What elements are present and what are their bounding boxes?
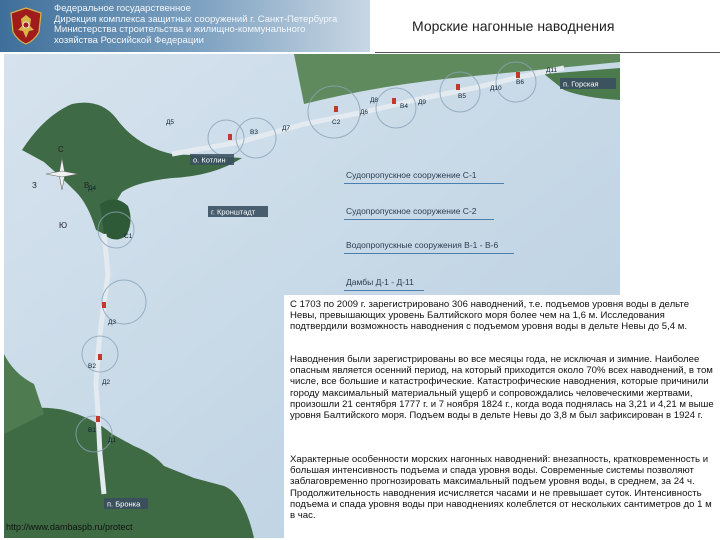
org-line: Дирекция комплекса защитных сооружений г. Санкт-Петербурга — [54, 14, 338, 25]
paragraph-text: С 1703 по 2009 г. зарегистрировано 306 наводнений, т.е. подъемов уровня воды в дельте Невы, превышающих уровень Балтийского моря более чем на 1,6 м. Исследования подтвердили возможность наводнения с подъемом уровня воды в дельте Невы до 5,4 м. — [290, 299, 690, 333]
label-d10: Д10 — [490, 85, 502, 92]
paragraph-text: Наводнения были зарегистрированы во все месяцы года, не исключая и зимние. Наиболее опасным является осенний период, на который приходится около 70% всех наводнений, в том числе, все большие и катастрофические. Катастрофические наводнения, которые причинили городу максимальный материальный ущерб и сопровождались человеческими жертвами, произошли 21 сентября 1777 г. и 7 ноября 1824 г., когда вода поднялась на 3,21 и 4,21 м выше уровня Балтийского моря. Подъем воды в дельте Невы до 3,8 м был зафиксирован в 1924 г. — [290, 354, 714, 422]
label-d6: Д6 — [360, 109, 369, 116]
place-label: о. Котлин — [193, 155, 226, 165]
legend-c2: Судопропускное сооружение С-2 — [346, 206, 477, 216]
place-label: п. Горская — [563, 79, 599, 89]
page-title: Морские нагонные наводнения — [412, 18, 615, 34]
paragraph-history — [290, 299, 714, 333]
marker-dot — [228, 134, 232, 140]
label-c1: С1 — [124, 233, 133, 240]
label-d1: Д1 — [108, 437, 117, 444]
compass-east: В — [84, 181, 90, 190]
marker-dot — [392, 98, 396, 104]
place-gorskaya — [560, 78, 616, 89]
paragraph-features — [290, 454, 714, 521]
label-b3: В3 — [250, 129, 258, 136]
legend-underline — [344, 290, 424, 291]
legend-underline — [344, 183, 504, 184]
label-b2: В2 — [88, 363, 96, 370]
label-b6: В6 — [516, 79, 524, 86]
marker-dot — [516, 72, 520, 78]
place-label: г. Кронштадт — [211, 207, 256, 217]
legend-c1: Судопропускное сооружение С-1 — [346, 170, 477, 180]
organization-name — [54, 4, 364, 46]
org-line: хозяйства Российской Федерации — [54, 35, 204, 46]
marker-dot — [102, 302, 106, 308]
paragraph-text: Характерные особенности морских нагонных наводнений: внезапность, кратковременность и большая интенсивность подъема и спада уровня воды. Современные системы позволяют заблаговременно прогнозировать максимальный подъем уровня воды, в среднем, за 24 ч. Продолжительность наводнения исчисляется часами и не превышает суток. Интенсивность подъема и спада уровня воды при наводнениях колеблется от нескольких сантиметров до 1 м в час. — [290, 454, 712, 522]
place-kronshtadt — [208, 206, 268, 217]
org-line: Федеральное государственное — [54, 4, 191, 14]
label-b5: В5 — [458, 93, 466, 100]
compass-south: Ю — [59, 221, 68, 230]
place-label: п. Бронка — [107, 499, 141, 509]
label-d9: Д9 — [418, 99, 427, 106]
marker-dot — [98, 354, 102, 360]
legend-underline — [344, 219, 494, 220]
label-b1: В1 — [88, 427, 96, 434]
legend-underline — [344, 253, 514, 254]
compass-west: З — [32, 181, 37, 190]
marker-dot — [456, 84, 460, 90]
label-d8: Д8 — [370, 97, 379, 104]
org-line: Министерства строительства и жилищно-коммунального — [54, 25, 306, 36]
compass-north: С — [58, 145, 64, 154]
label-c2: С2 — [332, 119, 341, 126]
label-d11: Д11 — [546, 67, 558, 74]
label-d5: Д5 — [166, 119, 175, 126]
place-bronka — [104, 498, 148, 509]
coat-of-arms-icon — [8, 6, 44, 46]
label-d2: Д2 — [102, 379, 111, 386]
description-panel — [284, 295, 717, 538]
source-link[interactable]: http://www.dambaspb.ru/protect — [6, 522, 133, 532]
marker-dot — [334, 106, 338, 112]
title-divider — [375, 52, 720, 53]
legend-d: Дамбы Д-1 - Д-11 — [346, 277, 414, 287]
header-banner — [0, 0, 370, 52]
paragraph-seasons — [290, 354, 714, 421]
label-d4: Д4 — [88, 185, 97, 192]
label-d7: Д7 — [282, 125, 291, 132]
marker-dot — [96, 416, 100, 422]
label-b4: В4 — [400, 103, 408, 110]
label-d3: Д3 — [108, 319, 117, 326]
place-kotlin — [190, 154, 234, 165]
legend-b: Водопропускные сооружения В-1 - В-6 — [346, 240, 499, 250]
